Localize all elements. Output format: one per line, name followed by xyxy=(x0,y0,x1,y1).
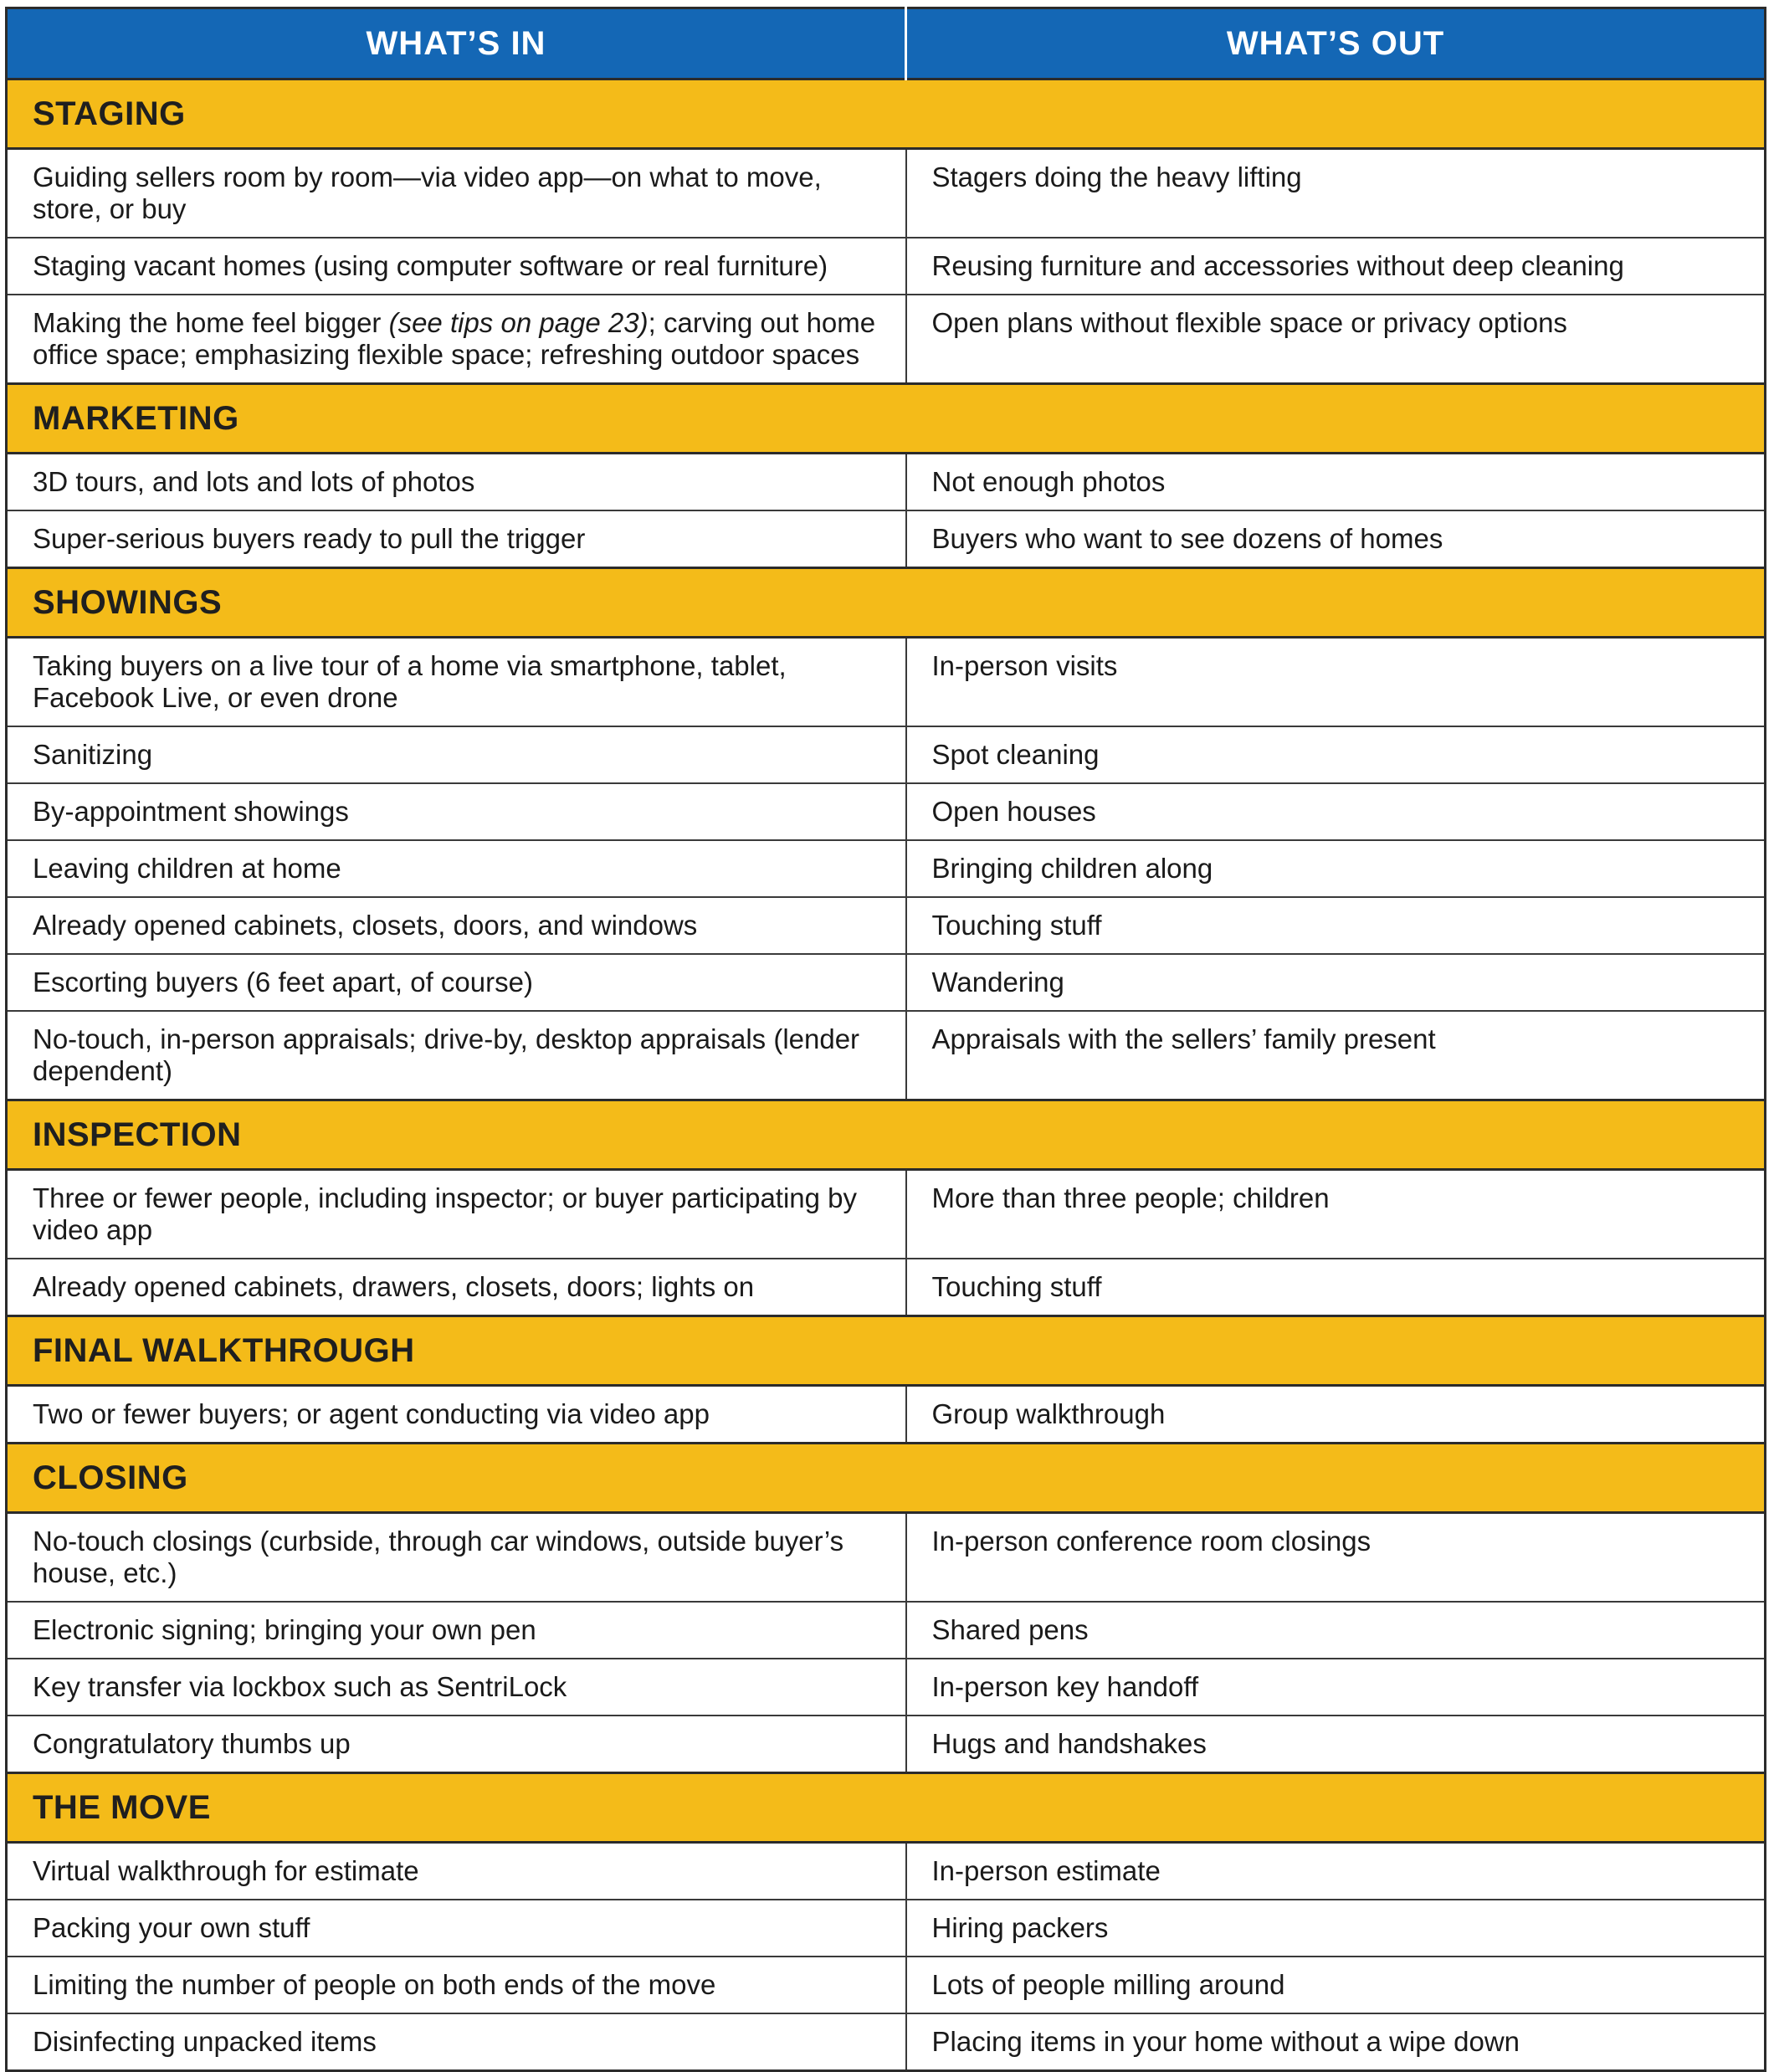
table-row xyxy=(7,726,1766,783)
section-showings xyxy=(7,568,1766,638)
table-row xyxy=(7,638,1766,727)
section-inspection xyxy=(7,1100,1766,1170)
whats-out-cell: Reusing furniture and accessories without deep cleaning xyxy=(906,238,1766,295)
page-reference-note: (see tips on page 23) xyxy=(388,307,649,338)
section-marketing xyxy=(7,384,1766,454)
whats-in-cell: Three or fewer people, including inspector; or buyer participating by video app xyxy=(7,1170,906,1259)
table-row xyxy=(7,954,1766,1011)
whats-out-cell: Open plans without flexible space or privacy options xyxy=(906,295,1766,384)
whats-in-header: WHAT’S IN xyxy=(7,8,906,79)
whats-in-text-start: Making the home feel bigger xyxy=(33,307,389,338)
table-row xyxy=(7,783,1766,840)
table-row xyxy=(7,295,1766,384)
whats-out-cell: Touching stuff xyxy=(906,1259,1766,1316)
whats-in-whats-out-table xyxy=(5,7,1766,2072)
section-title: SHOWINGS xyxy=(7,568,1766,638)
whats-in-cell: Two or fewer buyers; or agent conducting via video app xyxy=(7,1386,906,1444)
whats-in-cell: Already opened cabinets, drawers, closets, doors; lights on xyxy=(7,1259,906,1316)
table-row xyxy=(7,1957,1766,2013)
table-row xyxy=(7,454,1766,511)
whats-in-cell: Staging vacant homes (using computer software or real furniture) xyxy=(7,238,906,295)
whats-in-cell: Taking buyers on a live tour of a home via smartphone, tablet, Facebook Live, or even drone xyxy=(7,638,906,727)
section-staging xyxy=(7,79,1766,149)
section-title: CLOSING xyxy=(7,1444,1766,1513)
whats-out-cell: Not enough photos xyxy=(906,454,1766,511)
table-row xyxy=(7,1716,1766,1773)
table-row xyxy=(7,1602,1766,1659)
table-row xyxy=(7,840,1766,897)
whats-out-cell: Buyers who want to see dozens of homes xyxy=(906,510,1766,568)
section-title: MARKETING xyxy=(7,384,1766,454)
whats-in-cell: Key transfer via lockbox such as SentriLock xyxy=(7,1659,906,1716)
table-row xyxy=(7,238,1766,295)
whats-in-cell: Leaving children at home xyxy=(7,840,906,897)
whats-out-cell: In-person key handoff xyxy=(906,1659,1766,1716)
table-body xyxy=(7,79,1766,2071)
table-row xyxy=(7,2013,1766,2071)
whats-in-cell: By-appointment showings xyxy=(7,783,906,840)
section-final-walkthrough xyxy=(7,1316,1766,1386)
table-row xyxy=(7,1513,1766,1603)
whats-in-cell: Packing your own stuff xyxy=(7,1900,906,1957)
whats-out-cell: Placing items in your home without a wipe down xyxy=(906,2013,1766,2071)
table-row xyxy=(7,149,1766,238)
whats-in-cell: Escorting buyers (6 feet apart, of course) xyxy=(7,954,906,1011)
section-title: FINAL WALKTHROUGH xyxy=(7,1316,1766,1386)
whats-in-cell: Congratulatory thumbs up xyxy=(7,1716,906,1773)
whats-in-cell: No-touch closings (curbside, through car windows, outside buyer’s house, etc.) xyxy=(7,1513,906,1603)
table-row xyxy=(7,1659,1766,1716)
whats-in-cell: Super-serious buyers ready to pull the trigger xyxy=(7,510,906,568)
whats-out-cell: Group walkthrough xyxy=(906,1386,1766,1444)
whats-in-cell: Electronic signing; bringing your own pen xyxy=(7,1602,906,1659)
header-row xyxy=(7,8,1766,79)
whats-out-cell: Hugs and handshakes xyxy=(906,1716,1766,1773)
section-title: THE MOVE xyxy=(7,1773,1766,1843)
whats-out-cell: In-person conference room closings xyxy=(906,1513,1766,1603)
whats-out-cell: Bringing children along xyxy=(906,840,1766,897)
section-closing xyxy=(7,1444,1766,1513)
whats-out-cell: Shared pens xyxy=(906,1602,1766,1659)
whats-out-cell: Touching stuff xyxy=(906,897,1766,954)
section-title: STAGING xyxy=(7,79,1766,149)
whats-in-cell: Sanitizing xyxy=(7,726,906,783)
whats-in-cell: 3D tours, and lots and lots of photos xyxy=(7,454,906,511)
table-row xyxy=(7,1011,1766,1100)
whats-out-cell: Wandering xyxy=(906,954,1766,1011)
whats-out-cell: Lots of people milling around xyxy=(906,1957,1766,2013)
whats-in-cell: No-touch, in-person appraisals; drive-by, desktop appraisals (lender dependent) xyxy=(7,1011,906,1100)
section-the-move xyxy=(7,1773,1766,1843)
table-row xyxy=(7,510,1766,568)
table-row xyxy=(7,1386,1766,1444)
table-row xyxy=(7,897,1766,954)
whats-out-cell: In-person estimate xyxy=(906,1843,1766,1900)
whats-in-text-end: ; carving out home office space; emphasizing flexible space; refreshing outdoor spaces xyxy=(33,307,876,370)
whats-out-header: WHAT’S OUT xyxy=(906,8,1766,79)
section-title: INSPECTION xyxy=(7,1100,1766,1170)
table-row xyxy=(7,1170,1766,1259)
whats-out-cell: Open houses xyxy=(906,783,1766,840)
whats-in-cell xyxy=(7,295,906,384)
table-row xyxy=(7,1843,1766,1900)
whats-out-cell: Spot cleaning xyxy=(906,726,1766,783)
whats-in-cell: Disinfecting unpacked items xyxy=(7,2013,906,2071)
whats-out-cell: In-person visits xyxy=(906,638,1766,727)
whats-out-cell: Hiring packers xyxy=(906,1900,1766,1957)
whats-out-cell: Appraisals with the sellers’ family present xyxy=(906,1011,1766,1100)
table-row xyxy=(7,1900,1766,1957)
whats-in-cell: Guiding sellers room by room—via video app—on what to move, store, or buy xyxy=(7,149,906,238)
whats-out-cell: More than three people; children xyxy=(906,1170,1766,1259)
whats-out-cell: Stagers doing the heavy lifting xyxy=(906,149,1766,238)
whats-in-cell: Virtual walkthrough for estimate xyxy=(7,1843,906,1900)
whats-in-cell: Already opened cabinets, closets, doors, and windows xyxy=(7,897,906,954)
whats-in-cell: Limiting the number of people on both ends of the move xyxy=(7,1957,906,2013)
comparison-table-container xyxy=(5,7,1764,2072)
table-row xyxy=(7,1259,1766,1316)
